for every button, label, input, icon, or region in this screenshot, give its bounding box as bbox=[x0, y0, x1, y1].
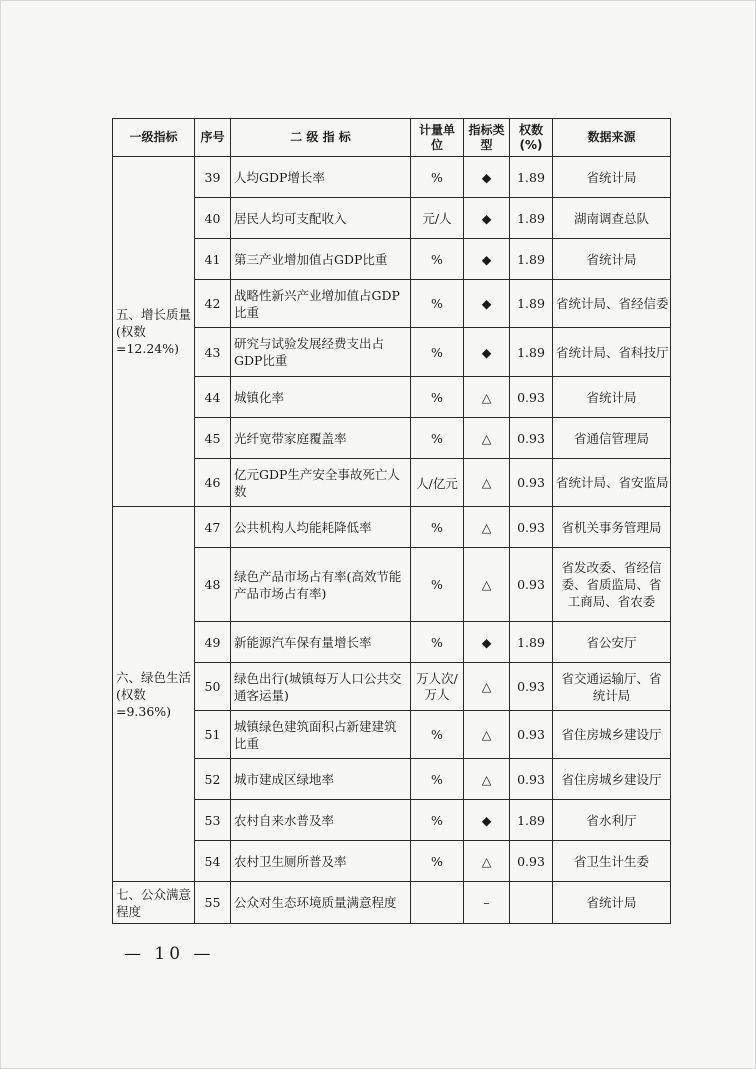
row-type: △ bbox=[464, 377, 510, 418]
row-no: 46 bbox=[195, 459, 231, 507]
row-source: 省统计局 bbox=[553, 157, 671, 198]
row-type: ◆ bbox=[464, 239, 510, 280]
row-weight: 1.89 bbox=[510, 800, 553, 841]
row-indicator: 绿色产品市场占有率(高效节能产品市场占有率) bbox=[231, 548, 411, 622]
row-no: 47 bbox=[195, 507, 231, 548]
table-row bbox=[113, 459, 671, 507]
header-no: 序号 bbox=[195, 119, 231, 157]
row-weight: 0.93 bbox=[510, 459, 553, 507]
table-row bbox=[113, 663, 671, 711]
row-indicator: 农村卫生厕所普及率 bbox=[231, 841, 411, 882]
row-weight bbox=[510, 882, 553, 924]
row-source: 省公安厅 bbox=[553, 622, 671, 663]
row-no: 51 bbox=[195, 711, 231, 759]
row-unit: % bbox=[411, 622, 464, 663]
row-no: 42 bbox=[195, 280, 231, 328]
row-source: 省住房城乡建设厅 bbox=[553, 711, 671, 759]
row-type: △ bbox=[464, 418, 510, 459]
row-unit: % bbox=[411, 800, 464, 841]
table-row bbox=[113, 841, 671, 882]
row-no: 55 bbox=[195, 882, 231, 924]
row-weight: 1.89 bbox=[510, 157, 553, 198]
row-unit: 万人次/万人 bbox=[411, 663, 464, 711]
row-type: ◆ bbox=[464, 622, 510, 663]
table-row bbox=[113, 328, 671, 377]
row-source: 省住房城乡建设厅 bbox=[553, 759, 671, 800]
category-growth: 五、增长质量(权数=12.24%) bbox=[113, 157, 195, 507]
row-type: ◆ bbox=[464, 198, 510, 239]
row-source: 省统计局 bbox=[553, 882, 671, 924]
row-weight: 0.93 bbox=[510, 418, 553, 459]
row-unit bbox=[411, 882, 464, 924]
header-unit: 计量单位 bbox=[411, 119, 464, 157]
row-unit: % bbox=[411, 711, 464, 759]
table-row bbox=[113, 198, 671, 239]
table-row bbox=[113, 507, 671, 548]
row-no: 48 bbox=[195, 548, 231, 622]
table-row bbox=[113, 280, 671, 328]
indicator-table bbox=[112, 118, 671, 924]
row-indicator: 新能源汽车保有量增长率 bbox=[231, 622, 411, 663]
row-unit: % bbox=[411, 280, 464, 328]
row-weight: 1.89 bbox=[510, 239, 553, 280]
row-no: 44 bbox=[195, 377, 231, 418]
row-source: 省通信管理局 bbox=[553, 418, 671, 459]
row-type: ◆ bbox=[464, 157, 510, 198]
row-type: △ bbox=[464, 841, 510, 882]
row-indicator: 公共机构人均能耗降低率 bbox=[231, 507, 411, 548]
header-level2: 二 级 指 标 bbox=[231, 119, 411, 157]
table-row bbox=[113, 882, 671, 924]
row-unit: % bbox=[411, 377, 464, 418]
category-green: 六、绿色生活(权数=9.36%) bbox=[113, 507, 195, 882]
row-indicator: 人均GDP增长率 bbox=[231, 157, 411, 198]
row-weight: 0.93 bbox=[510, 711, 553, 759]
table-row bbox=[113, 157, 671, 198]
row-indicator: 第三产业增加值占GDP比重 bbox=[231, 239, 411, 280]
row-weight: 1.89 bbox=[510, 622, 553, 663]
row-no: 49 bbox=[195, 622, 231, 663]
row-indicator: 战略性新兴产业增加值占GDP比重 bbox=[231, 280, 411, 328]
row-indicator: 农村自来水普及率 bbox=[231, 800, 411, 841]
row-no: 43 bbox=[195, 328, 231, 377]
row-source: 省发改委、省经信委、省质监局、省工商局、省农委 bbox=[553, 548, 671, 622]
row-unit: % bbox=[411, 328, 464, 377]
header-source: 数据来源 bbox=[553, 119, 671, 157]
table-row bbox=[113, 622, 671, 663]
row-unit: % bbox=[411, 507, 464, 548]
row-unit: % bbox=[411, 841, 464, 882]
row-type: △ bbox=[464, 759, 510, 800]
row-weight: 1.89 bbox=[510, 280, 553, 328]
header-level1: 一级指标 bbox=[113, 119, 195, 157]
row-unit: % bbox=[411, 548, 464, 622]
table-header-row bbox=[113, 119, 671, 157]
table-row bbox=[113, 548, 671, 622]
row-no: 41 bbox=[195, 239, 231, 280]
row-indicator: 城市建成区绿地率 bbox=[231, 759, 411, 800]
row-no: 54 bbox=[195, 841, 231, 882]
row-unit: % bbox=[411, 418, 464, 459]
table-row bbox=[113, 800, 671, 841]
row-weight: 1.89 bbox=[510, 198, 553, 239]
row-source: 省统计局 bbox=[553, 239, 671, 280]
page-number: — 10 — bbox=[124, 944, 215, 964]
row-unit: % bbox=[411, 239, 464, 280]
row-type: △ bbox=[464, 459, 510, 507]
row-indicator: 居民人均可支配收入 bbox=[231, 198, 411, 239]
row-source: 省水利厅 bbox=[553, 800, 671, 841]
row-weight: 0.93 bbox=[510, 841, 553, 882]
row-indicator: 研究与试验发展经费支出占GDP比重 bbox=[231, 328, 411, 377]
row-type: △ bbox=[464, 711, 510, 759]
row-type: ◆ bbox=[464, 328, 510, 377]
row-no: 52 bbox=[195, 759, 231, 800]
row-weight: 0.93 bbox=[510, 507, 553, 548]
row-source: 省统计局、省安监局 bbox=[553, 459, 671, 507]
row-source: 省卫生计生委 bbox=[553, 841, 671, 882]
row-source: 省交通运输厅、省统计局 bbox=[553, 663, 671, 711]
row-indicator: 绿色出行(城镇每万人口公共交通客运量) bbox=[231, 663, 411, 711]
row-indicator: 公众对生态环境质量满意程度 bbox=[231, 882, 411, 924]
row-weight: 0.93 bbox=[510, 548, 553, 622]
table-row bbox=[113, 377, 671, 418]
row-weight: 1.89 bbox=[510, 328, 553, 377]
row-no: 39 bbox=[195, 157, 231, 198]
row-source: 省统计局、省经信委 bbox=[553, 280, 671, 328]
row-weight: 0.93 bbox=[510, 663, 553, 711]
row-source: 省统计局、省科技厅 bbox=[553, 328, 671, 377]
row-source: 省统计局 bbox=[553, 377, 671, 418]
row-type: △ bbox=[464, 548, 510, 622]
row-no: 45 bbox=[195, 418, 231, 459]
table-row bbox=[113, 239, 671, 280]
row-indicator: 城镇化率 bbox=[231, 377, 411, 418]
row-no: 53 bbox=[195, 800, 231, 841]
row-indicator: 城镇绿色建筑面积占新建建筑比重 bbox=[231, 711, 411, 759]
row-source: 湖南调查总队 bbox=[553, 198, 671, 239]
row-unit: 人/亿元 bbox=[411, 459, 464, 507]
category-public: 七、公众满意程度 bbox=[113, 882, 195, 924]
row-type: △ bbox=[464, 663, 510, 711]
table-row bbox=[113, 711, 671, 759]
row-no: 40 bbox=[195, 198, 231, 239]
row-no: 50 bbox=[195, 663, 231, 711]
row-weight: 0.93 bbox=[510, 377, 553, 418]
row-indicator: 亿元GDP生产安全事故死亡人数 bbox=[231, 459, 411, 507]
row-type: ◆ bbox=[464, 280, 510, 328]
header-weight: 权数(%) bbox=[510, 119, 553, 157]
row-unit: 元/人 bbox=[411, 198, 464, 239]
header-type: 指标类型 bbox=[464, 119, 510, 157]
row-type: ◆ bbox=[464, 800, 510, 841]
row-type: – bbox=[464, 882, 510, 924]
row-unit: % bbox=[411, 157, 464, 198]
row-indicator: 光纤宽带家庭覆盖率 bbox=[231, 418, 411, 459]
row-source: 省机关事务管理局 bbox=[553, 507, 671, 548]
row-weight: 0.93 bbox=[510, 759, 553, 800]
table-row bbox=[113, 759, 671, 800]
row-unit: % bbox=[411, 759, 464, 800]
table-row bbox=[113, 418, 671, 459]
row-type: △ bbox=[464, 507, 510, 548]
